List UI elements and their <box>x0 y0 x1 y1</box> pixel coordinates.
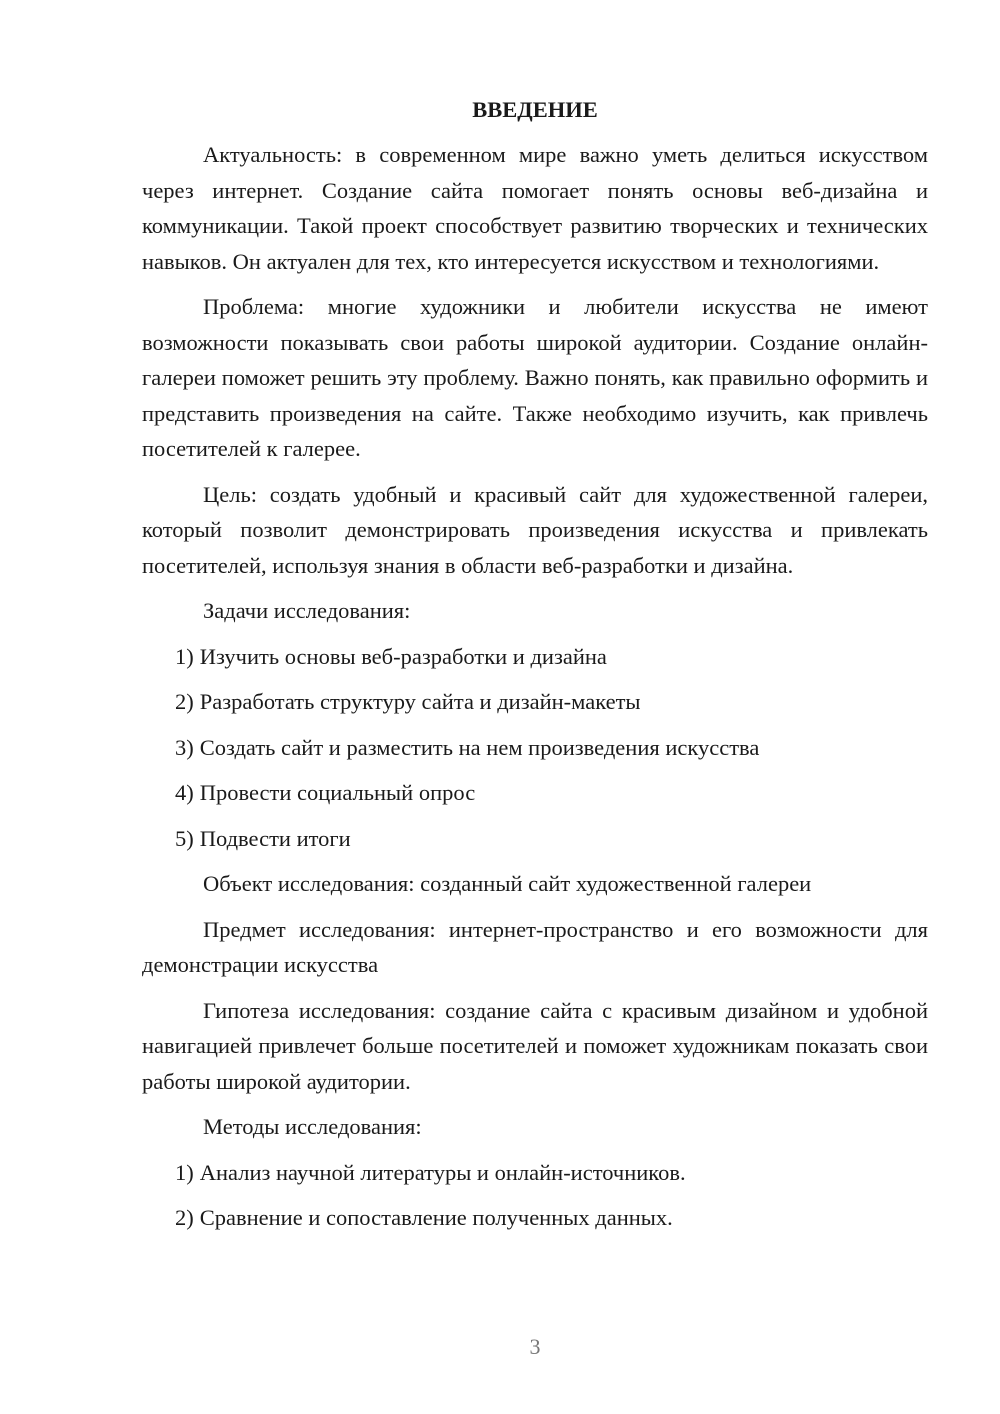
task-item <box>142 775 928 811</box>
method-text: Сравнение и сопоставление полученных данных. <box>199 1205 673 1230</box>
task-text: Изучить основы веб-разработки и дизайна <box>199 643 607 669</box>
task-number: 2) <box>175 689 194 714</box>
task-item <box>142 684 928 720</box>
task-item <box>142 730 928 766</box>
task-item <box>142 821 928 857</box>
task-number: 4) <box>175 780 194 805</box>
goal-paragraph: Цель: создать удобный и красивый сайт для художественной галереи, который позволит демонстрировать произведения искусства и привлекать посетителей, используя знания в области веб-разработки и дизайна. <box>142 481 928 578</box>
tasks-list <box>142 639 928 857</box>
document-page <box>142 95 928 1246</box>
problem-paragraph: Проблема: многие художники и любители искусства не имеют возможности показывать свои работы широкой аудитории. Создание онлайн-галереи поможет решить эту проблему. Важно понять, как правильно оформить и представить произведения на сайте. Также необходимо изучить, как привлечь посетителей к галерее. <box>142 294 928 461</box>
methods-list <box>142 1155 928 1236</box>
page-number: 3 <box>529 1334 541 1359</box>
method-number: 1) <box>175 1159 194 1185</box>
methods-label: Методы исследования: <box>203 1114 422 1139</box>
task-item <box>142 639 928 675</box>
method-number: 2) <box>175 1205 194 1230</box>
hypothesis-paragraph: Гипотеза исследования: создание сайта с красивым дизайном и удобной навигацией привлечет больше посетителей и поможет художникам показать свои работы широкой аудитории. <box>142 997 928 1094</box>
task-text: Разработать структуру сайта и дизайн-макеты <box>199 689 641 714</box>
object-paragraph: Объект исследования: созданный сайт художественной галереи <box>203 871 812 896</box>
subject-paragraph: Предмет исследования: интернет-пространство и его возможности для демонстрации искусства <box>142 916 928 977</box>
document-title: ВВЕДЕНИЕ <box>472 97 598 122</box>
task-number: 1) <box>175 643 194 669</box>
task-number: 3) <box>175 734 194 760</box>
task-text: Создать сайт и разместить на нем произведения искусства <box>199 734 760 760</box>
tasks-label: Задачи исследования: <box>203 598 411 623</box>
task-text: Подвести итоги <box>199 825 351 851</box>
task-number: 5) <box>175 825 194 851</box>
method-item <box>142 1155 928 1191</box>
method-text: Анализ научной литературы и онлайн-источников. <box>199 1159 686 1185</box>
relevance-paragraph: Актуальность: в современном мире важно уметь делиться искусством через интернет. Создание сайта помогает понять основы веб-дизайна и коммуникации. Такой проект способствует развитию творческих и технических навыков. Он актуален для тех, кто интересуется искусством и технологиями. <box>142 142 928 274</box>
task-text: Провести социальный опрос <box>199 780 476 805</box>
method-item <box>142 1200 928 1236</box>
